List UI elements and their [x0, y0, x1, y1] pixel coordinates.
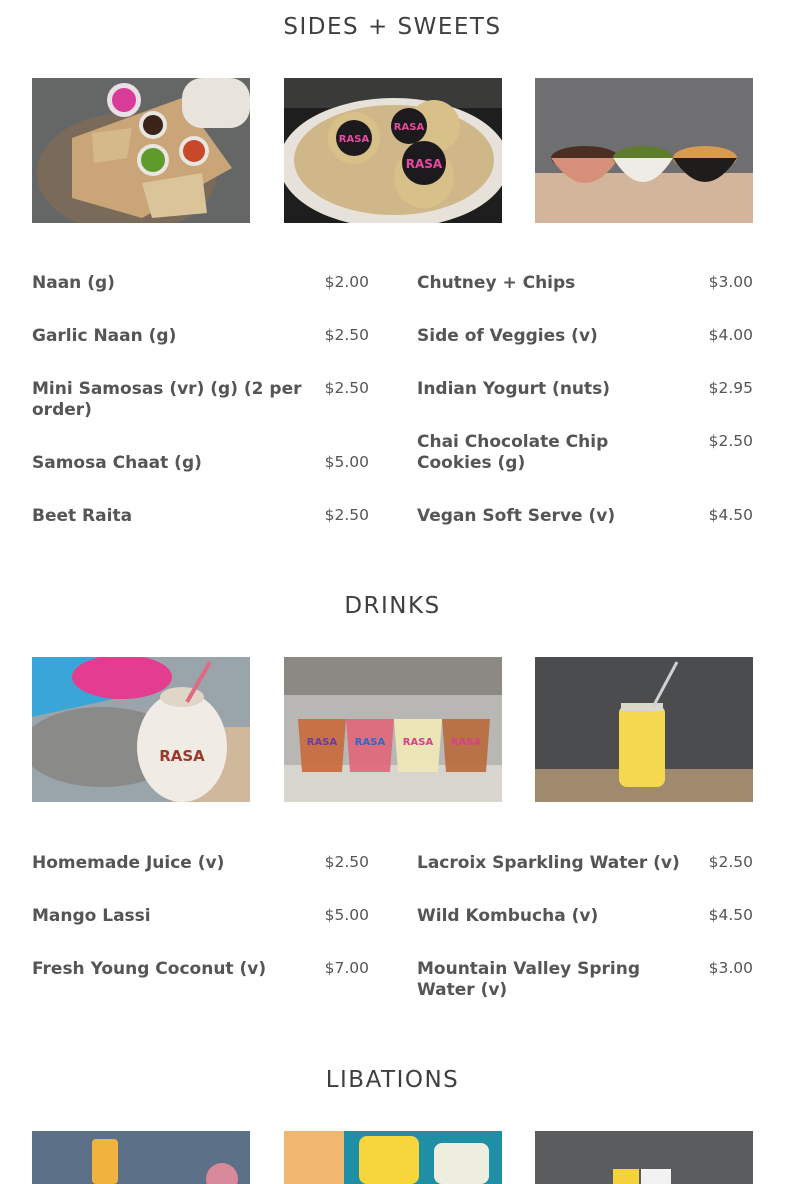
- item-price: $4.50: [708, 906, 753, 924]
- photo-chutney-board: [32, 78, 250, 223]
- item-name: Samosa Chaat (g): [32, 453, 202, 473]
- item-name: Side of Veggies (v): [417, 326, 598, 346]
- item-price: $4.50: [708, 506, 753, 524]
- list-item[interactable]: [32, 326, 369, 347]
- cup-label: RASA: [354, 737, 386, 748]
- list-item[interactable]: [32, 906, 369, 927]
- item-name: Mountain Valley Spring Water (v): [417, 959, 641, 1000]
- coconut-label: RASA: [159, 747, 205, 765]
- list-item[interactable]: [417, 853, 753, 874]
- item-name: Mini Samosas (vr) (g) (2 per order): [32, 379, 302, 420]
- item-price: $2.50: [324, 853, 369, 871]
- item-name: Beet Raita: [32, 506, 133, 526]
- cup-label: RASA: [402, 737, 434, 748]
- photo-libation-glasses: [32, 1131, 250, 1184]
- item-price: $5.00: [324, 453, 369, 471]
- item-price: $5.00: [324, 906, 369, 924]
- item-price: $2.50: [324, 506, 369, 524]
- list-item[interactable]: [417, 959, 753, 1001]
- item-price: $2.00: [324, 273, 369, 291]
- list-item[interactable]: [32, 506, 369, 527]
- list-item[interactable]: [32, 959, 369, 980]
- cookie-label: RASA: [393, 122, 425, 133]
- item-name: Homemade Juice (v): [32, 853, 225, 873]
- cup-label: RASA: [450, 737, 482, 748]
- item-name: Chutney + Chips: [417, 273, 576, 293]
- list-item[interactable]: [417, 379, 753, 400]
- list-item[interactable]: [417, 906, 753, 927]
- list-item[interactable]: [32, 853, 369, 874]
- photo-libation-cans: [535, 1131, 753, 1184]
- item-price: $7.00: [324, 959, 369, 977]
- list-item[interactable]: [417, 432, 753, 474]
- list-item[interactable]: [32, 379, 369, 421]
- item-price: $4.00: [708, 326, 753, 344]
- item-name: Indian Yogurt (nuts): [417, 379, 611, 399]
- photo-juice-cups: [284, 657, 502, 802]
- item-price: $2.95: [708, 379, 753, 397]
- list-item[interactable]: [417, 273, 753, 294]
- section-title-sides: SIDES + SWEETS: [283, 14, 502, 40]
- item-name: Lacroix Sparkling Water (v): [417, 853, 680, 873]
- cookie-label: RASA: [405, 157, 443, 171]
- item-price: $3.00: [708, 273, 753, 291]
- item-price: $2.50: [324, 379, 369, 397]
- photo-mango-lassi: [535, 657, 753, 802]
- photo-libation-cups: [284, 1131, 502, 1184]
- item-name: Fresh Young Coconut (v): [32, 959, 267, 979]
- item-name: Wild Kombucha (v): [417, 906, 599, 926]
- cup-label: RASA: [306, 737, 338, 748]
- photo-coconut: [32, 657, 250, 802]
- list-item[interactable]: [32, 273, 369, 294]
- cookie-label: RASA: [338, 134, 370, 145]
- section-title-drinks: DRINKS: [344, 593, 441, 619]
- item-price: $2.50: [324, 326, 369, 344]
- item-price: $2.50: [708, 853, 753, 871]
- list-item[interactable]: [417, 506, 753, 527]
- item-price: $3.00: [708, 959, 753, 977]
- list-item[interactable]: [32, 453, 369, 474]
- item-name: Vegan Soft Serve (v): [417, 506, 616, 526]
- list-item[interactable]: [417, 326, 753, 347]
- item-price: $2.50: [708, 432, 753, 450]
- item-name: Mango Lassi: [32, 906, 151, 926]
- photo-cookies: [284, 78, 502, 223]
- item-name: Chai Chocolate Chip Cookies (g): [417, 432, 609, 473]
- photo-snack-bowls: [535, 78, 753, 223]
- section-title-libations: LIBATIONS: [325, 1067, 460, 1093]
- item-name: Naan (g): [32, 273, 115, 293]
- item-name: Garlic Naan (g): [32, 326, 177, 346]
